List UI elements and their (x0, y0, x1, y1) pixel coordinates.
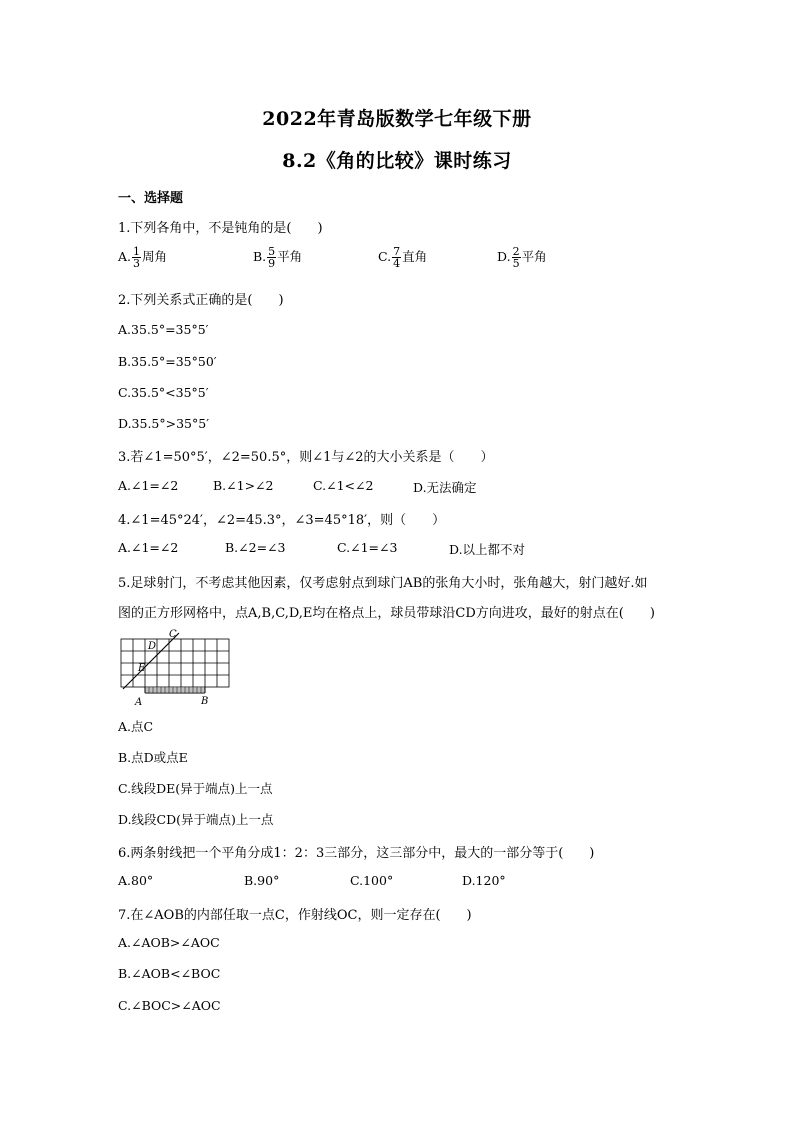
question-4-stem: 4.∠1=45°24′，∠2=45.3°，∠3=45°18′，则（ ） (118, 513, 446, 528)
question-6-option-d: D.120° (462, 873, 506, 888)
question-6-stem: 6.两条射线把一个平角分成1：2：3三部分，这三部分中，最大的一部分等于( ) (118, 846, 595, 861)
label-b: B (201, 696, 209, 707)
question-1-stem: 1.下列各角中，不是钝角的是( ) (118, 221, 323, 236)
question-3-option-d: D.无法确定 (413, 480, 477, 495)
question-5-option-a: A.点C (118, 719, 154, 734)
question-4-option-b: B.∠2=∠3 (225, 540, 286, 555)
page-subtitle: 8.2《角的比较》课时练习 (282, 150, 512, 172)
question-3-stem: 3.若∠1=50°5′，∠2=50.5°，则∠1与∠2的大小关系是（ ） (118, 450, 494, 465)
question-4-option-c: C.∠1=∠3 (337, 540, 398, 555)
question-5-stem-line-2: 图的正方形网格中，点A,B,C,D,E均在格点上，球员带球沿CD方向进攻，最好的射点在( ) (118, 606, 655, 621)
question-2-option-b: B.35.5°=35°50′ (118, 354, 217, 369)
question-1-option-a: A. $\frac{1}{3}$ 周角 (118, 245, 168, 270)
section-heading: 一、选择题 (118, 191, 184, 206)
question-6-option-a: A.80° (118, 873, 154, 888)
question-1-option-b: B. $\frac{5}{9}$ 平角 (253, 245, 303, 270)
label-e: E (138, 663, 146, 674)
question-5-stem-line-1: 5.足球射门，不考虑其他因素，仅考虑射点到球门AB的张角大小时，张角越大，射门越好.如 (118, 576, 648, 591)
label-a: A (135, 697, 143, 708)
square-grid-figure (118, 628, 233, 708)
question-2-option-d: D.35.5°>35°5′ (118, 416, 210, 431)
label-c: C (169, 629, 177, 640)
question-2-stem: 2.下列关系式正确的是( ) (118, 293, 284, 308)
question-1-option-d: D. $\frac{2}{5}$ 平角 (497, 245, 547, 270)
question-5-option-c: C.线段DE(异于端点)上一点 (118, 781, 273, 796)
question-6-option-c: C.100° (350, 873, 394, 888)
question-7-option-a: A.∠AOB>∠AOC (118, 935, 220, 950)
question-2-option-c: C.35.5°<35°5′ (118, 385, 209, 400)
question-6-option-b: B.90° (244, 873, 280, 888)
question-3-option-a: A.∠1=∠2 (118, 478, 179, 493)
page-title: 2022年青岛版数学七年级下册 (262, 108, 532, 130)
question-1-option-c: C. $\frac{7}{4}$ 直角 (378, 245, 428, 270)
question-2-option-a: A.35.5°=35°5′ (118, 322, 209, 337)
question-5-option-d: D.线段CD(异于端点)上一点 (118, 812, 274, 827)
question-3-option-b: B.∠1>∠2 (213, 478, 274, 493)
question-5-option-b: B.点D或点E (118, 750, 188, 765)
question-7-stem: 7.在∠AOB的内部任取一点C，作射线OC，则一定存在( ) (118, 908, 472, 923)
question-4-option-a: A.∠1=∠2 (118, 540, 179, 555)
label-d: D (148, 641, 157, 652)
question-3-option-c: C.∠1<∠2 (313, 478, 374, 493)
question-7-option-b: B.∠AOB<∠BOC (118, 966, 221, 981)
question-4-option-d: D.以上都不对 (449, 542, 526, 557)
question-7-option-c: C.∠BOC>∠AOC (118, 998, 221, 1013)
goal-ab (145, 687, 205, 693)
